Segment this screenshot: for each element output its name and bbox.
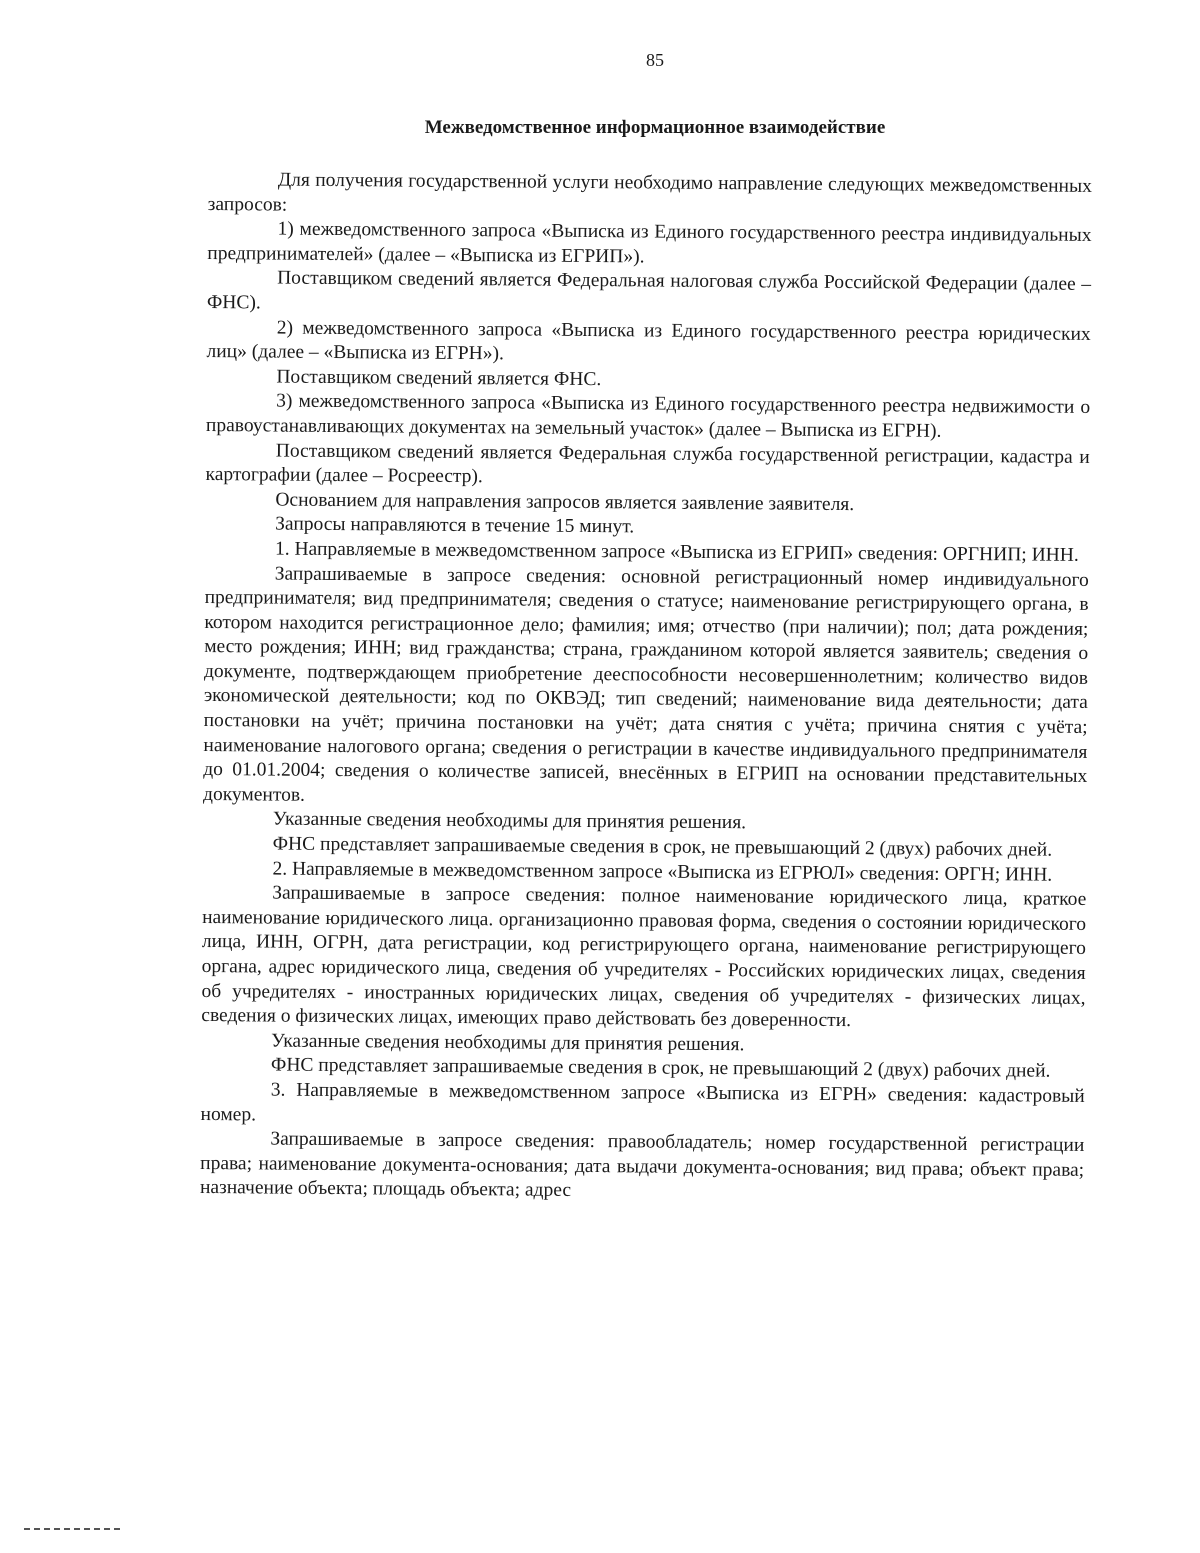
paragraph: Запросы направляются в течение 15 минут.: [275, 513, 635, 538]
paragraph: Запрашиваемые в запросе сведения: основной регистрационный номер индивидуального предпринимателя; вид предпринимателя; сведения о статусе; наименование регистрирующего органа, в котором находится регистрационное дело; фамилия; имя; отчество (при наличии); пол; дата рождения; место рождения; ИНН; вид гражданства; страна, гражданином которой является заявитель; сведения о документе, подтверждающем приобретение дееспособности несовершеннолетним; количество видов экономической деятельности; код по ОКВЭД; тип сведений; наименование вида деятельности; дата постановки на учёт; причина постановки на учёт; дата снятия с учёта; причина снятия с учёта; наименование налогового органа; сведения о регистрации в качестве индивидуального предпринимателя до 01.01.2004; сведения о количестве записей, внесённых в ЕГРИП на основании представительных документов.: [202, 563, 1089, 806]
paragraph: 2. Направляемые в межведомственном запросе «Выписка из ЕГРЮЛ» сведения: ОРГН; ИНН.: [272, 858, 1053, 886]
paragraph: Поставщиком сведений является ФНС.: [276, 366, 602, 390]
paragraph: 1) межведомственного запроса «Выписка из Единого государственного реестра индивидуальных предпринимателей» (далее – «Выписка из ЕГРИП»).: [207, 218, 1092, 268]
paragraph: ФНС представляет запрашиваемые сведения в срок, не превышающий 2 (двух) рабочих дней.: [270, 1054, 1051, 1083]
paragraph: Основанием для направления запросов является заявление заявителя.: [275, 489, 855, 515]
paragraph: Для получения государственной услуги необходимо направление следующих межведомственных запросов:: [207, 169, 1092, 216]
section-heading: Межведомственное информационное взаимодействие: [424, 117, 886, 138]
paragraph: 3) межведомственного запроса «Выписка из Единого государственного реестра недвижимости о правоустанавливающих документах на земельный участок» (далее – Выписка из ЕГРН).: [205, 390, 1091, 442]
paragraph: Запрашиваемые в запросе сведения: правообладатель; номер государственной регистрации права; наименование документа-основания; дата выдачи документа-основания; вид права; объект права; назначение объекта; площадь объекта; адрес: [199, 1128, 1085, 1202]
paragraph: 1. Направляемые в межведомственном запросе «Выписка из ЕГРИП» сведения: ОРГНИП; ИНН.: [274, 538, 1079, 566]
paragraph: Запрашиваемые в запросе сведения: полное наименование юридического лица, краткое наименование юридического лица. организационно правовая форма, сведения о состоянии юридического лица, ИНН, ОГРН, дата регистрации, код регистрирующего органа, наименование регистрирующего органа, адрес юридического лица, сведения об учредителях - Российских юридических лицах, сведения об учредителях - иностранных юридических лицах, сведения об учредителях - физических лицах, сведения о физических лицах, имеющих право действовать без доверенности.: [201, 882, 1087, 1032]
paragraph: 2) межведомственного запроса «Выписка из Единого государственного реестра юридических лиц» (далее – «Выписка из ЕГРН»).: [206, 317, 1091, 365]
paragraph: ФНС представляет запрашиваемые сведения в срок, не превышающий 2 (двух) рабочих дней.: [272, 833, 1053, 861]
scan-artifact: [24, 1528, 120, 1530]
body-text: [200, 168, 1092, 1208]
paragraph: Указанные сведения необходимы для принятия решения.: [271, 1030, 745, 1056]
page-number: 85: [646, 50, 664, 70]
paragraph: Поставщиком сведений является Федеральная служба государственной регистрации, кадастра и картографии (далее – Росреестр).: [205, 440, 1090, 488]
paragraph: Указанные сведения необходимы для принятия решения.: [272, 808, 747, 834]
paragraph: Поставщиком сведений является Федеральная налоговая служба Российской Федерации (далее – ФНС).: [206, 267, 1092, 314]
paragraph: 3. Направляемые в межведомственном запросе «Выписка из ЕГРН» сведения: кадастровый номер.: [200, 1079, 1085, 1125]
